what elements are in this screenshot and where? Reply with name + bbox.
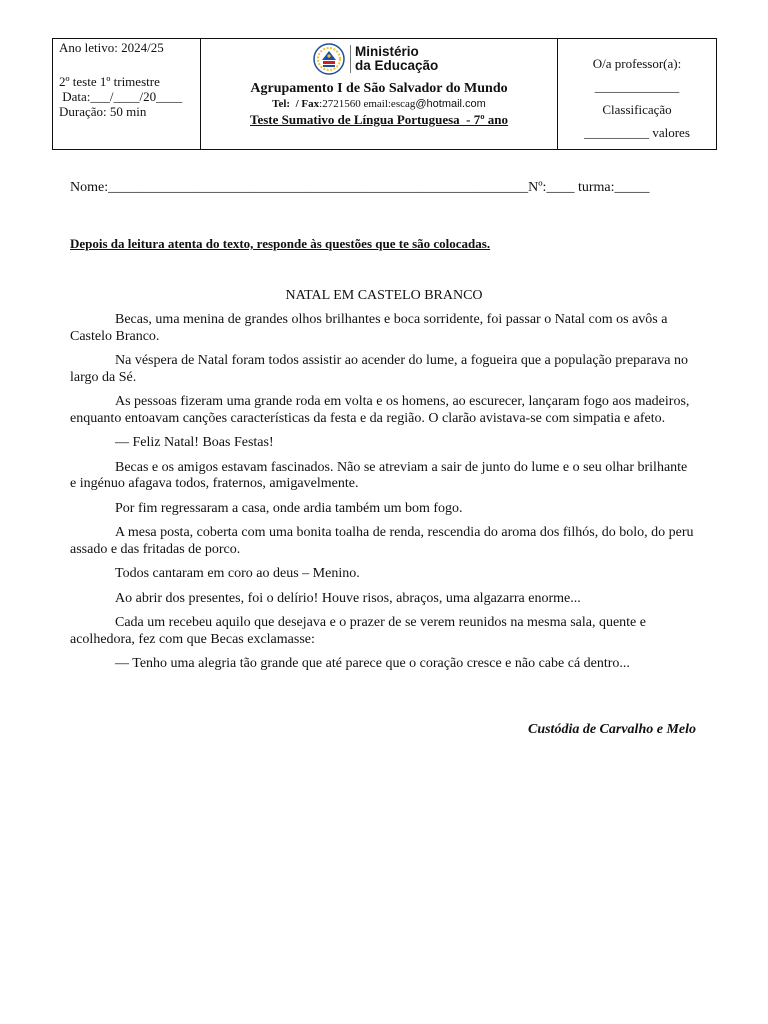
ministry-logo <box>313 42 438 76</box>
teacher-line: _____________ <box>594 79 680 94</box>
school-name: Agrupamento I de São Salvador do Mundo <box>250 81 508 96</box>
test-title: Teste Sumativo de Língua Portuguesa - 7º ano <box>249 112 509 127</box>
school-info-cell <box>201 39 558 149</box>
paragraph: Todos cantaram em coro ao deus – Menino. <box>115 566 360 581</box>
reading-text <box>70 312 696 681</box>
paragraph: Becas, uma menina de grandes olhos brilhantes e boca sorridente, foi passar o Natal com os avôs a Castelo Branco. <box>70 312 668 344</box>
contact-info: Tel: / Fax:2721560 email:escag@hotmail.com <box>272 98 486 110</box>
school-year: Ano letivo: 2024/25 <box>59 40 164 55</box>
date-field: Data:___/____/20____ <box>59 89 183 104</box>
paragraph: Ao abrir dos presentes, foi o delírio! Houve risos, abraços, uma algazarra enorme... <box>115 590 581 606</box>
exam-info-cell <box>53 39 201 149</box>
grading-cell <box>558 39 716 149</box>
exam-header <box>52 38 717 150</box>
teacher-label: O/a professor(a): <box>592 56 682 71</box>
instruction: Depois da leitura atenta do texto, responde às questões que te são colocadas. <box>70 236 491 251</box>
national-seal-icon <box>313 43 345 75</box>
paragraph: Por fim regressaram a casa, onde ardia também um bom fogo. <box>115 500 463 516</box>
paragraph: — Feliz Natal! Boas Festas! <box>115 435 274 450</box>
paragraph: As pessoas fizeram uma grande roda em volta e os homens, ao escurecer, lançaram fogo aos madeiros, enquanto entoavam canções características da festa e da região. O clarão avistava-se com simpatia e afeto. <box>70 394 690 426</box>
paragraph: Cada um recebeu aquilo que desejava e o prazer de se verem reunidos na mesma sala, quente e acolhedora, fez com que Becas exclamasse: <box>70 615 646 647</box>
duration: Duração: 50 min <box>59 104 147 119</box>
test-number: 2º teste 1º trimestre <box>59 74 160 89</box>
student-name-line: Nome:____________________________________________________________Nº:____ turma:_____ <box>70 180 650 195</box>
ministry-name: Ministério da Educação <box>355 44 439 73</box>
paragraph: Na véspera de Natal foram todos assistir ao acender do lume, a fogueira que a população preparava no largo da Sé. <box>70 353 688 385</box>
paragraph: — Tenho uma alegria tão grande que até parece que o coração cresce e não cabe cá dentro... <box>115 656 630 671</box>
classification-label: Classificação <box>602 102 672 117</box>
paragraph: A mesa posta, coberta com uma bonita toalha de renda, rescendia do aroma dos filhós, do bolo, do peru assado e das fritadas de porco. <box>70 525 694 557</box>
grade-values: __________ valores <box>584 125 690 140</box>
paragraph: Becas e os amigos estavam fascinados. Não se atreviam a sair de junto do lume e o seu olhar brilhante e ingénuo afagava todos, fraternos, amigavelmente. <box>70 459 688 491</box>
text-title: NATAL EM CASTELO BRANCO <box>285 288 483 303</box>
author-name: Custódia de Carvalho e Melo <box>527 722 696 737</box>
